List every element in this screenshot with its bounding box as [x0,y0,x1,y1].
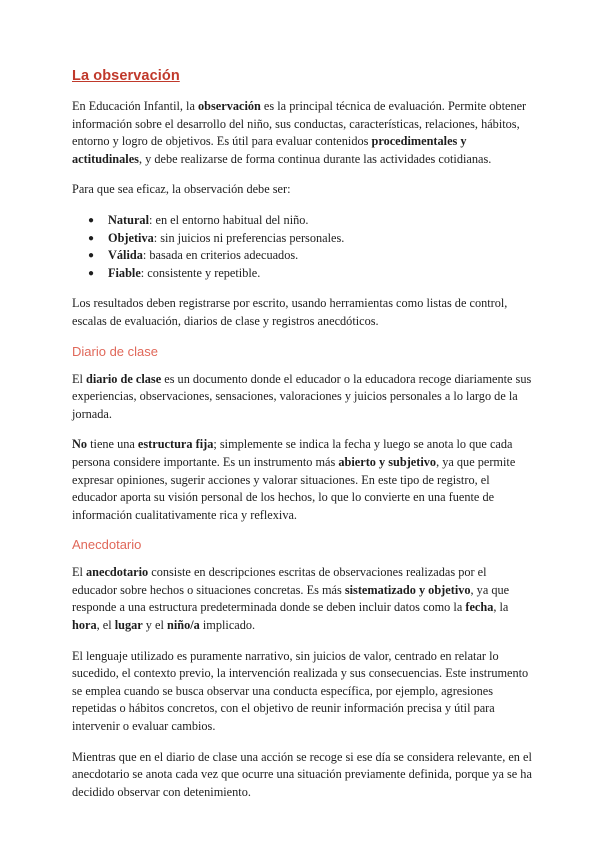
list-item [88,247,532,265]
criteria-list [72,212,532,282]
bold-term: No [72,437,88,452]
text-span: , y debe realizarse de forma continua durante las actividades cotidianas. [138,151,492,166]
list-term: Válida [108,248,143,263]
list-desc: : en el entorno habitual del niño. [149,212,309,227]
bold-term: anecdotario [86,565,149,580]
bold-term: diario de clase [86,371,162,386]
bullet-icon: ● [88,267,95,279]
intro-paragraph [72,98,532,168]
text-span: es la principal técnica de evaluación. Permite obtener información sobre el desarrollo del niño, sus conductas, características, relaciones, hábitos, entorno y logro de objetivos. Es útil para evaluar contenidos [72,99,527,149]
bold-term: fecha [465,600,494,615]
bold-term: estructura fija [137,437,214,452]
list-term: Natural [108,212,149,227]
document-page [72,68,532,814]
anecdotario-paragraph-1 [72,564,532,634]
text-span: El [72,371,87,386]
list-desc: : sin juicios ni preferencias personales. [153,230,345,245]
bold-term: sistematizado y objetivo [344,582,471,597]
bold-term: niño/a [166,618,200,633]
text-span: , ya que responde a una estructura predeterminada donde se deben incluir datos como la [72,582,510,615]
bullet-icon: ● [88,232,95,244]
text-span: , la [493,600,509,615]
bold-term: procedimentales y actitudinales [72,134,467,166]
bullet-icon: ● [88,214,95,226]
text-span: tiene una [87,437,138,452]
diario-paragraph-1 [72,371,532,424]
section-heading-diario: Diario de clase [72,343,158,359]
bullet-icon: ● [88,250,95,262]
results-paragraph: Los resultados deben registrarse por escrito, usando herramientas como listas de control, escalas de evaluación, diarios de clase y registros anecdóticos. [72,296,508,328]
anecdotario-paragraph-2: El lenguaje utilizado es puramente narrativo, sin juicios de valor, centrado en relatar lo sucedido, el contexto previo, la intervención realizada y sus consecuencias. Este instrumento se emplea cuando se busca observar una conducta específica, por ejemplo, agresiones repetidas o hábitos concretos, con el objetivo de reunir información precisa y útil para intervenir o evaluar cambios. [72,648,529,734]
diario-paragraph-2 [72,436,532,524]
text-span: y el [142,618,167,633]
list-term: Objetiva [108,230,154,245]
text-span: En Educación Infantil, la [72,99,198,113]
list-intro: Para que sea eficaz, la observación debe ser: [72,182,291,197]
bold-term: lugar [114,618,143,633]
text-span: ; simplemente se indica la fecha y luego se anota lo que cada persona considere importante. Es un instrumento más [72,437,513,469]
anecdotario-paragraph-3: Mientras que en el diario de clase una acción se recoge si ese día se considera relevante, en el anecdotario se anota cada vez que ocurre una situación previamente definida, porque ya se ha decidido observar con detenimiento. [72,749,532,799]
section-heading-anecdotario: Anecdotario [72,537,142,553]
list-desc: : basada en criterios adecuados. [142,248,299,263]
list-desc: : consistente y repetible. [140,265,261,280]
page-title: La observación [72,68,180,84]
text-span: implicado. [199,618,256,633]
list-item [88,212,532,230]
text-span: consiste en descripciones escritas de observaciones realizadas por el educador sobre hechos o situaciones concretas. Es más [72,565,487,597]
list-item [88,265,532,283]
text-span: es un documento donde el educador o la educadora recoge diariamente sus experiencias, observaciones, sensaciones, valoraciones y juicios personales a lo largo de la jornada. [72,371,532,421]
bold-term: observación [198,99,261,113]
list-item [88,230,532,248]
text-span: , el [96,618,115,633]
list-term: Fiable [108,265,141,280]
bold-term: abierto y subjetivo [338,454,437,469]
text-span: El [72,565,87,580]
bold-term: hora [72,618,97,633]
text-span: , ya que permite expresar opiniones, sugerir acciones y valorar situaciones. En este tipo de registro, el educador aporta su visión personal de los hechos, lo que lo convierte en una fuente de información cualitativamente rica y reflexiva. [72,454,516,522]
